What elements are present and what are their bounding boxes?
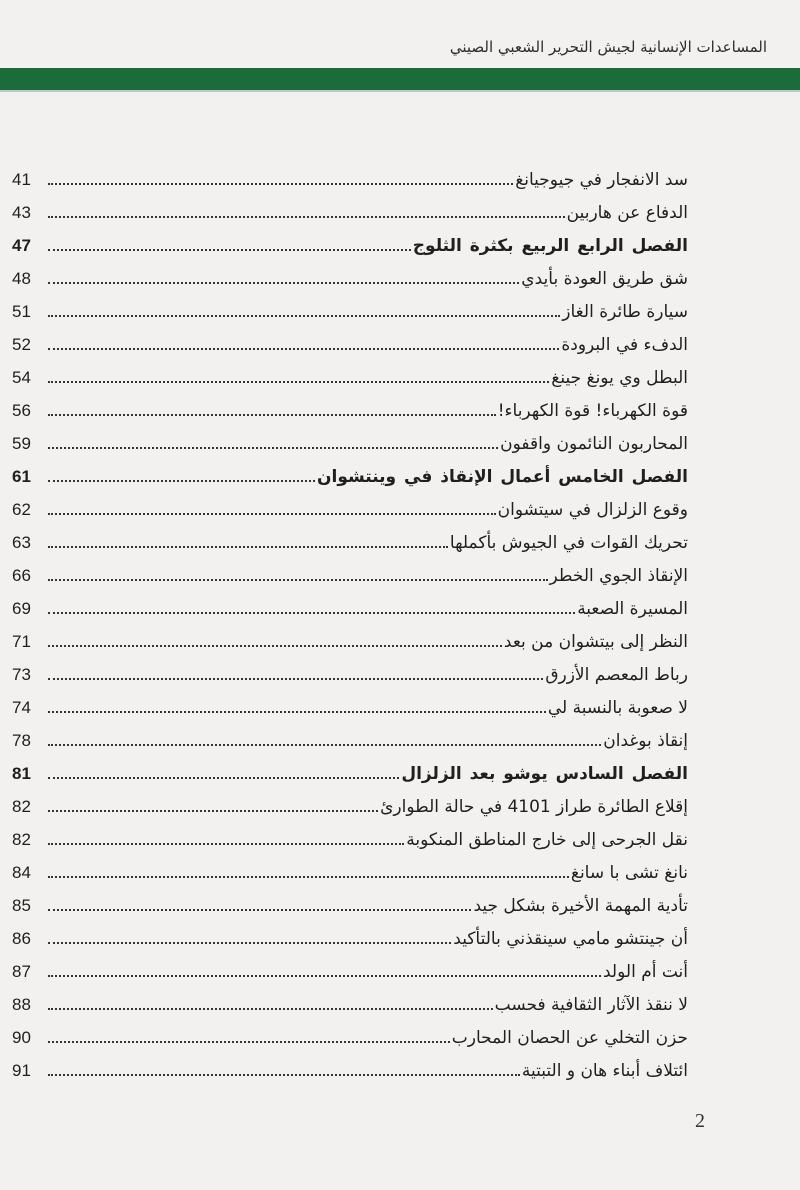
- toc-entry-title: قوة الكهرباء! قوة الكهرباء!: [497, 401, 688, 421]
- toc-entry-page: 86: [12, 929, 31, 948]
- toc-entry-page: 74: [12, 698, 31, 717]
- toc-entry-page: 82: [12, 797, 31, 816]
- toc-entry-title: شق طريق العودة بأيدي: [521, 269, 688, 289]
- dot-leader: [48, 843, 404, 845]
- toc-entry-title: الدفاع عن هاربين: [566, 203, 688, 223]
- toc-entry-page: 71: [12, 632, 31, 651]
- dot-leader: [48, 513, 496, 515]
- toc-entry-page: 56: [12, 401, 31, 420]
- toc-entry-title: لا صعوبة بالنسبة لي: [547, 698, 688, 718]
- toc-entry-row: [12, 160, 688, 193]
- toc-entry-title: ائتلاف أبناء هان و التبتية: [521, 1061, 688, 1081]
- toc-entry-page: 48: [12, 269, 31, 288]
- dot-leader: [48, 183, 513, 185]
- toc-entry-title: الفصل الرابع الربيع بكثرة الثلوج: [412, 236, 688, 256]
- toc-entry-row: [12, 391, 688, 424]
- dot-leader: [48, 645, 502, 647]
- toc-entry-page: 90: [12, 1028, 31, 1047]
- toc-entry-title: إقلاع الطائرة طراز 4101 في حالة الطوارئ: [380, 797, 688, 817]
- toc-entry-title: نانغ تشى با سانغ: [570, 863, 688, 883]
- header-rule: [0, 90, 800, 92]
- toc-entry-title: الإنقاذ الجوي الخطر: [549, 566, 688, 586]
- dot-leader: [48, 777, 399, 779]
- toc-entry-page: 54: [12, 368, 31, 387]
- dot-leader: [48, 1074, 520, 1076]
- toc-entry-page: 43: [12, 203, 31, 222]
- dot-leader: [48, 678, 543, 680]
- toc-entry-title: رباط المعصم الأزرق: [545, 665, 688, 685]
- toc-entry-page: 84: [12, 863, 31, 882]
- toc-entry-page: 61: [12, 467, 31, 486]
- dot-leader: [48, 546, 448, 548]
- dot-leader: [48, 909, 471, 911]
- toc-entry-title: سد الانفجار في جيوجيانغ: [515, 170, 688, 190]
- toc-entry-row: [12, 721, 688, 754]
- dot-leader: [48, 1008, 493, 1010]
- toc-entry-row: [12, 325, 688, 358]
- toc-entry-page: 69: [12, 599, 31, 618]
- toc-entry-title: تأدية المهمة الأخيرة بشكل جيد: [473, 896, 688, 916]
- dot-leader: [48, 744, 601, 746]
- toc-entry-row: [12, 259, 688, 292]
- toc-entry-row: [12, 787, 688, 820]
- toc-entry-page: 78: [12, 731, 31, 750]
- toc-entry-row: [12, 820, 688, 853]
- toc-entry-title: تحريك القوات في الجيوش بأكملها: [449, 533, 688, 553]
- toc-entry-row: [12, 985, 688, 1018]
- toc-entry-title: وقوع الزلزال في سيتشوان: [497, 500, 688, 520]
- toc-entry-page: 88: [12, 995, 31, 1014]
- dot-leader: [48, 810, 378, 812]
- header-green-bar: [0, 68, 800, 90]
- toc-entry-title: لا ننقذ الآثار الثقافية فحسب: [494, 995, 688, 1015]
- toc-entry-row: [12, 193, 688, 226]
- toc-entry-row: [12, 655, 688, 688]
- toc-entry-row: [12, 358, 688, 391]
- toc-entry-page: 91: [12, 1061, 31, 1080]
- toc-entry-row: [12, 1051, 688, 1084]
- toc-entry-title: حزن التخلي عن الحصان المحارب: [451, 1028, 688, 1048]
- toc-entry-title: نقل الجرحى إلى خارج المناطق المنكوبة: [406, 830, 688, 850]
- toc-entry-title: الفصل السادس يوشو بعد الزلزال: [401, 764, 688, 784]
- page-number: 2: [695, 1110, 705, 1132]
- table-of-contents: [12, 160, 688, 1084]
- toc-entry-page: 59: [12, 434, 31, 453]
- toc-entry-row: [12, 622, 688, 655]
- dot-leader: [48, 381, 549, 383]
- dot-leader: [48, 216, 565, 218]
- toc-entry-row: [12, 688, 688, 721]
- toc-chapter-row: [12, 457, 688, 490]
- toc-entry-title: الفصل الخامس أعمال الإنقاذ في وينتشوان: [316, 467, 688, 487]
- dot-leader: [48, 315, 560, 317]
- toc-entry-row: [12, 424, 688, 457]
- dot-leader: [48, 942, 451, 944]
- toc-entry-row: [12, 853, 688, 886]
- dot-leader: [48, 711, 546, 713]
- dot-leader: [48, 1041, 450, 1043]
- toc-entry-row: [12, 292, 688, 325]
- toc-entry-page: 82: [12, 830, 31, 849]
- toc-entry-title: أنت أم الولد: [603, 962, 688, 982]
- toc-entry-title: الدفء في البرودة: [561, 335, 688, 355]
- toc-entry-row: [12, 523, 688, 556]
- toc-entry-page: 66: [12, 566, 31, 585]
- toc-entry-page: 81: [12, 764, 31, 783]
- dot-leader: [48, 249, 411, 251]
- toc-entry-row: [12, 556, 688, 589]
- toc-entry-page: 52: [12, 335, 31, 354]
- toc-entry-page: 85: [12, 896, 31, 915]
- toc-entry-row: [12, 886, 688, 919]
- dot-leader: [48, 414, 496, 416]
- dot-leader: [48, 612, 575, 614]
- dot-leader: [48, 876, 569, 878]
- toc-entry-title: المسيرة الصعبة: [577, 599, 688, 619]
- dot-leader: [48, 975, 601, 977]
- toc-entry-row: [12, 919, 688, 952]
- toc-chapter-row: [12, 226, 688, 259]
- toc-entry-page: 73: [12, 665, 31, 684]
- toc-entry-row: [12, 490, 688, 523]
- dot-leader: [48, 447, 498, 449]
- toc-entry-title: النظر إلى بيتشوان من بعد: [503, 632, 688, 652]
- toc-chapter-row: [12, 754, 688, 787]
- dot-leader: [48, 480, 315, 482]
- toc-entry-title: سيارة طائرة الغاز: [562, 302, 688, 322]
- running-header: المساعدات الإنسانية لجيش التحرير الشعبي الصيني: [449, 38, 767, 56]
- toc-entry-page: 87: [12, 962, 31, 981]
- toc-entry-title: المحاربون النائمون واقفون: [500, 434, 688, 454]
- toc-entry-row: [12, 1018, 688, 1051]
- toc-entry-title: إنقاذ بوغدان: [603, 731, 688, 751]
- toc-entry-page: 41: [12, 170, 31, 189]
- dot-leader: [48, 348, 559, 350]
- toc-entry-page: 51: [12, 302, 31, 321]
- dot-leader: [48, 282, 519, 284]
- toc-entry-title: البطل وي يونغ جينغ: [551, 368, 688, 388]
- toc-entry-page: 47: [12, 236, 31, 255]
- toc-entry-title: أن جينتشو مامي سينقذني بالتأكيد: [453, 929, 688, 949]
- toc-entry-page: 62: [12, 500, 31, 519]
- toc-entry-page: 63: [12, 533, 31, 552]
- toc-entry-row: [12, 589, 688, 622]
- toc-entry-row: [12, 952, 688, 985]
- dot-leader: [48, 579, 548, 581]
